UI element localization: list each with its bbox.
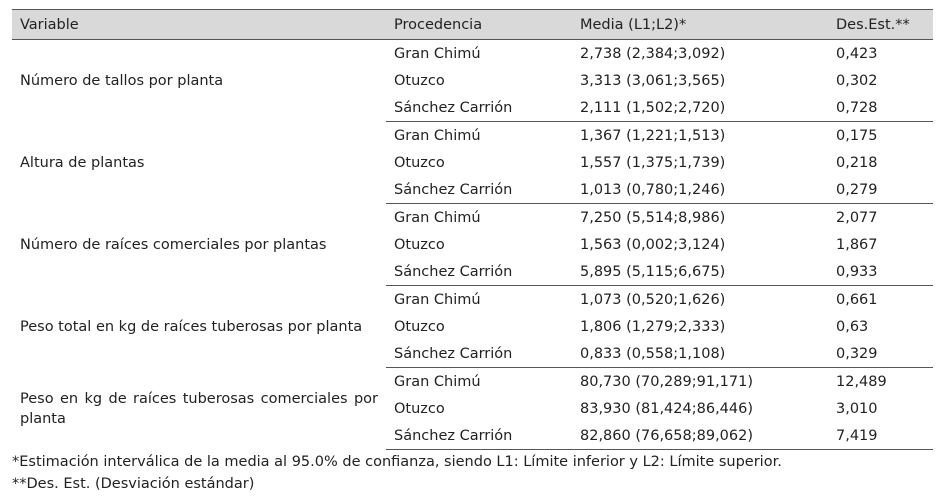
desest-cell: 0,728 xyxy=(828,94,933,122)
procedencia-cell: Gran Chimú xyxy=(394,373,481,390)
results-table-container xyxy=(12,9,933,450)
media-cell: 2,111 (1,502;2,720) xyxy=(572,94,828,122)
desest-cell: 0,175 xyxy=(836,127,878,144)
media-cell: 82,860 (76,658;89,062) xyxy=(572,422,828,450)
media-cell: 2,738 (2,384;3,092) xyxy=(572,40,828,68)
table-header-row xyxy=(12,10,933,40)
procedencia-cell: Otuzco xyxy=(394,318,445,335)
table-row xyxy=(12,368,933,396)
desest-cell: 0,218 xyxy=(836,154,878,171)
procedencia-cell: Gran Chimú xyxy=(386,40,572,68)
media-cell: 1,013 (0,780;1,246) xyxy=(572,176,828,204)
media-cell: 0,833 (0,558;1,108) xyxy=(572,340,828,368)
procedencia-cell: Sánchez Carrión xyxy=(386,340,572,368)
procedencia-cell: Sánchez Carrión xyxy=(386,422,572,450)
footnotes xyxy=(12,451,782,495)
media-cell: 5,895 (5,115;6,675) xyxy=(572,258,828,286)
variable-cell: Número de raíces comerciales por plantas xyxy=(20,236,327,253)
variable-cell: Número de tallos por planta xyxy=(12,40,386,122)
footnote-confidence: *Estimación interválica de la media al 95.0% de confianza, siendo L1: Límite inferior y L2: Límite superior. xyxy=(12,454,782,470)
procedencia-cell: Otuzco xyxy=(394,72,445,89)
header-media: Media (L1;L2)* xyxy=(572,10,828,40)
desest-cell: 1,867 xyxy=(836,236,878,253)
procedencia-cell: Otuzco xyxy=(394,236,445,253)
media-cell: 7,250 (5,514;8,986) xyxy=(580,209,726,226)
variable-cell: Altura de plantas xyxy=(20,154,145,171)
table-row xyxy=(12,204,933,232)
header-procedencia: Procedencia xyxy=(386,10,572,40)
media-cell: 1,367 (1,221;1,513) xyxy=(580,127,726,144)
procedencia-cell: Sánchez Carrión xyxy=(386,258,572,286)
desest-cell: 0,279 xyxy=(828,176,933,204)
media-cell: 3,313 (3,061;3,565) xyxy=(580,72,726,89)
table-row xyxy=(12,122,933,150)
desest-cell: 0,661 xyxy=(836,291,878,308)
desest-cell: 2,077 xyxy=(836,209,878,226)
desest-cell: 7,419 xyxy=(828,422,933,450)
media-cell: 1,073 (0,520;1,626) xyxy=(580,291,726,308)
desest-cell: 0,329 xyxy=(828,340,933,368)
header-desest: Des.Est.** xyxy=(828,10,933,40)
header-variable: Variable xyxy=(12,10,386,40)
desest-cell: 12,489 xyxy=(836,373,887,390)
media-cell: 1,557 (1,375;1,739) xyxy=(580,154,726,171)
procedencia-cell: Otuzco xyxy=(394,154,445,171)
procedencia-cell: Otuzco xyxy=(394,400,445,417)
variable-cell: Peso en kg de raíces tuberosas comerciales por planta xyxy=(20,390,378,427)
procedencia-cell: Gran Chimú xyxy=(394,209,481,226)
media-cell: 1,806 (1,279;2,333) xyxy=(580,318,726,335)
procedencia-cell: Gran Chimú xyxy=(394,127,481,144)
procedencia-cell: Sánchez Carrión xyxy=(386,94,572,122)
footnote-desest: **Des. Est. (Desviación estándar) xyxy=(12,476,255,492)
desest-cell: 0,933 xyxy=(828,258,933,286)
procedencia-cell: Sánchez Carrión xyxy=(386,176,572,204)
media-cell: 80,730 (70,289;91,171) xyxy=(580,373,754,390)
desest-cell: 0,423 xyxy=(828,40,933,68)
table-row xyxy=(12,40,933,68)
desest-cell: 0,63 xyxy=(836,318,869,335)
desest-cell: 3,010 xyxy=(836,400,878,417)
procedencia-cell: Gran Chimú xyxy=(394,291,481,308)
variable-cell: Peso total en kg de raíces tuberosas por planta xyxy=(20,318,363,335)
media-cell: 83,930 (81,424;86,446) xyxy=(580,400,754,417)
media-cell: 1,563 (0,002;3,124) xyxy=(580,236,726,253)
desest-cell: 0,302 xyxy=(836,72,878,89)
table-row xyxy=(12,286,933,314)
results-table xyxy=(12,9,933,450)
